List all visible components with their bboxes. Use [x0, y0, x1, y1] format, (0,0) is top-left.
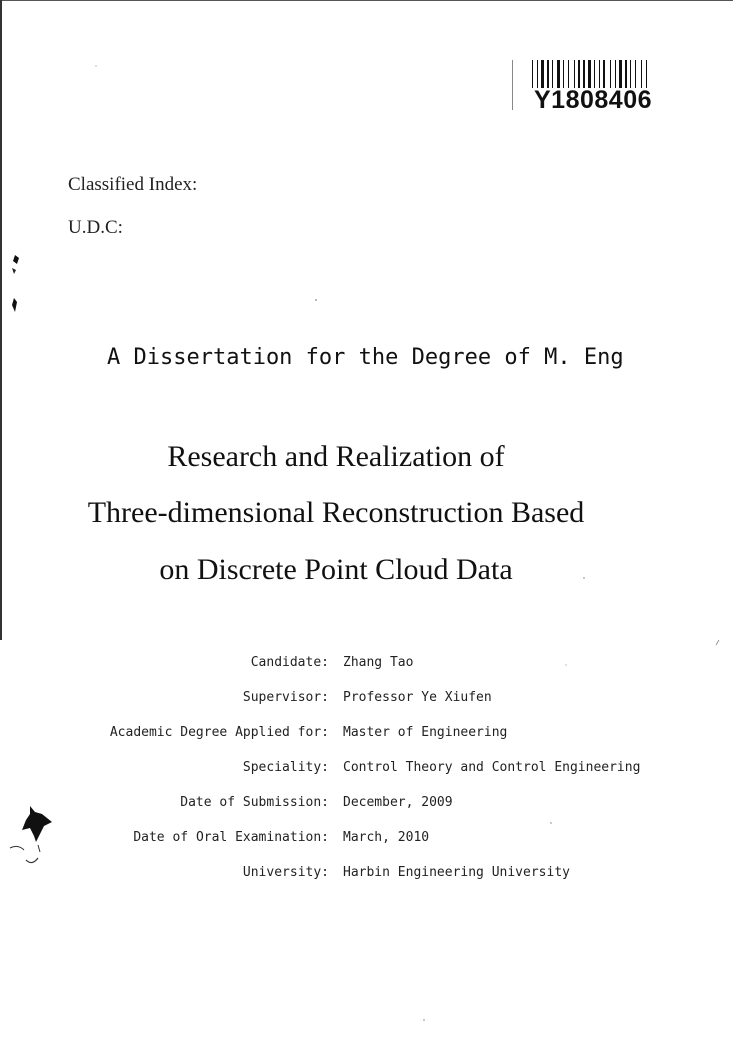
barcode: [512, 56, 672, 112]
barcode-bar: [574, 60, 575, 88]
scan-speck: [12, 268, 16, 274]
classified-index-label: Classified Index:: [68, 174, 198, 195]
info-label: University:: [242, 865, 329, 880]
barcode-bar: [583, 60, 585, 88]
barcode-bar: [594, 60, 595, 88]
barcode-bars: [532, 60, 677, 88]
info-row-submission: [0, 795, 733, 815]
degree-line: A Dissertation for the Degree of M. Eng: [107, 345, 624, 370]
scan-stroke: [716, 640, 719, 645]
barcode-bar: [603, 60, 605, 88]
info-label: Candidate:: [250, 655, 329, 670]
info-label: Academic Degree Applied for:: [109, 725, 329, 740]
barcode-bar: [532, 60, 533, 88]
barcode-bar: [646, 60, 647, 88]
barcode-bar: [537, 60, 538, 88]
info-label: Date of Oral Examination:: [133, 830, 329, 845]
info-value: Harbin Engineering University: [343, 865, 570, 880]
info-value: December, 2009: [343, 795, 453, 810]
info-value: Master of Engineering: [343, 725, 508, 740]
barcode-separator: [512, 60, 513, 110]
barcode-bar: [578, 60, 580, 88]
info-value: Professor Ye Xiufen: [343, 690, 492, 705]
info-row-oral-exam: [0, 830, 733, 850]
scan-dot: [95, 65, 96, 66]
barcode-bar: [630, 60, 631, 88]
barcode-number: Y1808406: [534, 86, 653, 114]
title-line-2: Three-dimensional Reconstruction Based: [87, 496, 585, 529]
scan-stroke: [26, 858, 38, 863]
page-border-top: [0, 0, 733, 1]
page-border-left: [0, 0, 2, 640]
barcode-bar: [619, 60, 622, 88]
barcode-bar: [552, 60, 553, 88]
info-label: Speciality:: [242, 760, 329, 775]
barcode-bar: [625, 60, 627, 88]
info-row-candidate: [0, 655, 733, 675]
scan-speck: [12, 298, 17, 312]
info-value: March, 2010: [343, 830, 430, 845]
scan-speck: [13, 255, 19, 264]
barcode-bar: [635, 60, 636, 88]
barcode-bar: [641, 60, 642, 88]
title-line-1: Research and Realization of: [167, 440, 505, 473]
info-value: Zhang Tao: [343, 655, 414, 670]
scan-dot: [315, 299, 317, 301]
info-row-degree: [0, 725, 733, 745]
barcode-bar: [563, 60, 564, 88]
barcode-bar: [541, 60, 544, 88]
barcode-bar: [568, 60, 569, 88]
info-row-supervisor: [0, 690, 733, 710]
scan-dot: [550, 822, 551, 823]
barcode-bar: [610, 60, 611, 88]
info-label: Date of Submission:: [180, 795, 329, 810]
title-line-3: on Discrete Point Cloud Data: [159, 553, 513, 586]
barcode-bar: [615, 60, 616, 88]
barcode-bar: [588, 60, 591, 88]
info-row-university: [0, 865, 733, 885]
scan-dot: [423, 1019, 424, 1020]
barcode-bar: [547, 60, 549, 88]
info-value: Control Theory and Control Engineering: [343, 760, 641, 775]
barcode-bar: [557, 60, 560, 88]
udc-label: U.D.C:: [68, 217, 123, 238]
info-label: Supervisor:: [242, 690, 329, 705]
barcode-bar: [599, 60, 600, 88]
info-row-speciality: [0, 760, 733, 780]
